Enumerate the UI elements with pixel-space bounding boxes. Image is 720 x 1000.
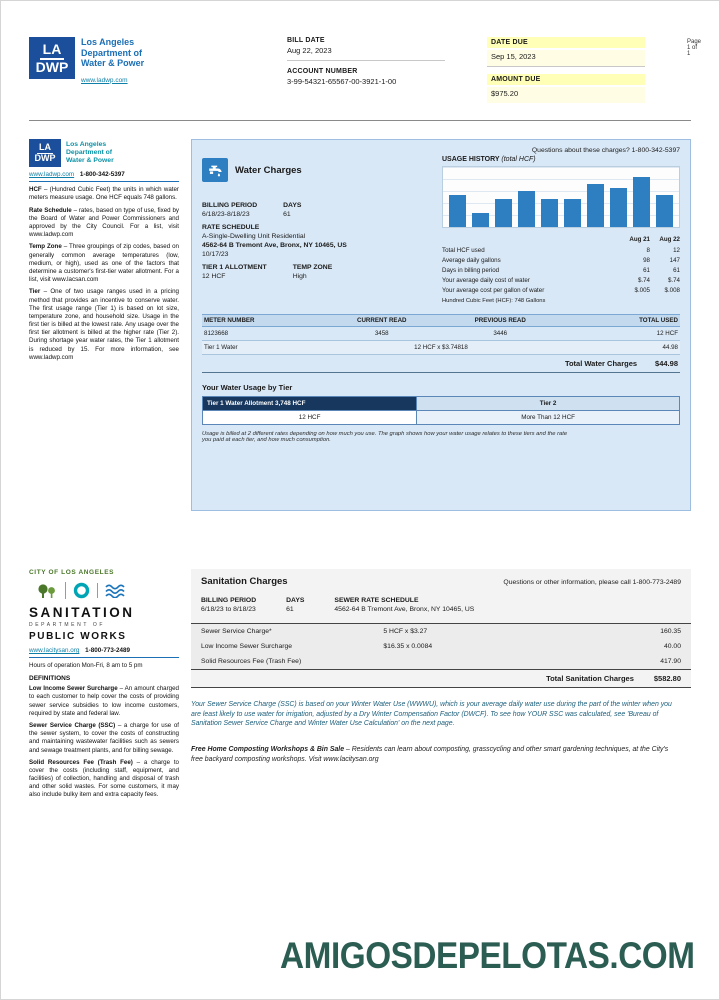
- definition-term: HCF: [29, 186, 42, 194]
- definition-text: – An amount charged to each customer to help cover the costs of providing sewer service subsidies to low income customers, required by state and federal law.: [29, 685, 179, 717]
- water-questions-line: Questions about these charges? 1-800-342-5397: [531, 147, 680, 154]
- sanitation-wordmark: SANITATION: [29, 604, 135, 620]
- total-water-charges-amount: $44.98: [655, 359, 678, 368]
- charge-name: Low Income Sewer Surcharge: [201, 643, 293, 650]
- charge-name: Tier 1 Water: [204, 344, 238, 351]
- previous-read-header: PREVIOUS READ: [474, 317, 526, 324]
- org-name-line: Los Angeles: [81, 37, 135, 47]
- stat-label: Your average cost per gallon of water: [442, 286, 545, 294]
- definition-text: – Three groupings of zip codes, based on generally common average temperatures (low, medium, or high), used as one of the factors that determine a customer's first-tier water allotment. For a list, visit www.lacsan.com: [29, 243, 179, 284]
- charge-name: Solid Resources Fee (Trash Fee): [201, 658, 302, 665]
- usage-bar: [541, 199, 558, 228]
- stat-value: $.008: [664, 286, 680, 294]
- meter-table-header: [202, 314, 680, 327]
- water-sidebar: [29, 139, 179, 511]
- public-works-label: PUBLIC WORKS: [29, 630, 127, 642]
- org-name-line: Water & Power: [66, 156, 114, 164]
- temp-zone-label: TEMP ZONE: [292, 264, 333, 271]
- sanitation-panel-header: [191, 569, 691, 623]
- definition-term: Temp Zone: [29, 243, 62, 251]
- definition-term: Solid Resources Fee (Trash Fee): [29, 758, 133, 766]
- bill-header: [1, 1, 719, 110]
- stat-row: [442, 275, 680, 285]
- org-name-line: Water & Power: [81, 58, 145, 69]
- amount-due-value: $975.20: [487, 87, 645, 103]
- billing-period-block: [202, 196, 257, 218]
- stat-value: $.005: [634, 286, 650, 294]
- sanitation-phone: 1-800-773-2489: [85, 647, 130, 655]
- tier-value-row: [203, 410, 679, 424]
- tier1-water-charge-row: [202, 341, 680, 355]
- definition-hcf: [29, 186, 179, 202]
- sewer-service-address: 4562-64 B Tremont Ave, Bronx, NY 10465, US: [334, 606, 475, 613]
- total-water-charges-row: [202, 355, 680, 373]
- stat-value: $.74: [667, 276, 680, 284]
- definition-low-income-surcharge: [29, 685, 179, 718]
- stat-value: 61: [673, 266, 680, 274]
- account-number-value: 3-99-54321-65567-00-3921-1-00: [287, 77, 397, 86]
- department-of-label: DEPARTMENT OF: [29, 622, 106, 629]
- days-block: [283, 196, 301, 218]
- definition-temp-zone: [29, 243, 179, 284]
- sanitation-questions-line: Questions or other information, please call 1-800-773-2489: [503, 579, 681, 586]
- hcf-footnote: Hundred Cubic Feet (HCF): 748 Gallons: [442, 298, 546, 304]
- usage-bar: [472, 213, 489, 227]
- usage-bar: [564, 199, 581, 228]
- tier-usage-title: Your Water Usage by Tier: [202, 383, 293, 392]
- charge-calculation: 12 HCF x $3.74818: [414, 344, 468, 351]
- current-read-header: CURRENT READ: [357, 317, 407, 324]
- water-phone: 1-800-342-5397: [79, 171, 125, 178]
- composting-note-title: Free Home Composting Workshops & Bin Sale: [191, 745, 345, 753]
- total-water-charges-label: Total Water Charges: [564, 359, 638, 368]
- definition-text: – (Hundred Cubic Feet) the units in which water meters measure usage. One HCF equals 748 gallons.: [29, 186, 179, 202]
- charge-name: Sewer Service Charge*: [201, 628, 272, 635]
- usage-bar: [610, 188, 627, 227]
- temp-zone-block: [293, 258, 333, 280]
- stat-row: [442, 285, 680, 295]
- sanitation-charge-row: [191, 624, 691, 639]
- days-value: 61: [283, 211, 291, 218]
- sanitation-charges-panel: [191, 569, 691, 804]
- usage-bar: [495, 199, 512, 228]
- usage-history-chart: [442, 166, 680, 228]
- ladwp-logo-icon: [29, 139, 61, 167]
- definitions-title: DEFINITIONS: [29, 674, 71, 682]
- header-divider: [29, 120, 691, 121]
- sewer-rate-schedule-label: SEWER RATE SCHEDULE: [334, 597, 419, 604]
- usage-history-subtitle: (total HCF): [501, 156, 536, 163]
- usage-stats-table: [442, 236, 680, 304]
- definition-text: – One of two usage ranges used in a pricing method that provides an incentive to conserve water. The first usage range (Tier 1) is based on lot size, temperature zone, and household size. Usage in the first tier is billed at the lowest rate. Any usage over the first tier allotment is billed at the higher rate (Tier 2). During shortage year water rates, the Tier 1 allotment is reduced by 15. For more information, see www.ladwp.com: [29, 288, 179, 361]
- sanitation-section: [1, 569, 719, 804]
- definition-term: Tier: [29, 288, 41, 296]
- tier-usage-note: Usage is billed at 2 different rates depending on how much you use. The graph shows how your water usage relates to these tiers and the rate you paid at each tier, and how much consumption.: [202, 431, 568, 443]
- sanitation-contact-line: [29, 647, 179, 658]
- tier1-header-cell: Tier 1 Water Allotment 3,748 HCF: [203, 397, 417, 410]
- logo-text-la: LA: [40, 42, 65, 60]
- water-charges-title: Water Charges: [235, 164, 302, 176]
- charge-amount: 160.35: [660, 628, 681, 635]
- org-name-line: Department of: [66, 149, 113, 157]
- days-value: 61: [286, 606, 294, 613]
- stat-row: [442, 245, 680, 255]
- composting-note: [191, 745, 681, 764]
- definition-text: – a charge for use of the sewer system, to cover the costs of constructing and maintaining wastewater facilities such as sewers and sewage treatment plants, and for billing sewage.: [29, 721, 179, 754]
- bill-date-label: BILL DATE: [287, 37, 325, 44]
- definition-text: – a charge to cover the costs (including staff, equipment, and facilities) of collection, handling and disposal of trash and other solid wastes. For some customers, it may also include bulky item and extra capacity fees.: [29, 758, 179, 799]
- stat-row: [442, 255, 680, 265]
- billing-period-value: 6/18/23 to 8/18/23: [201, 606, 256, 613]
- waves-icon: [97, 583, 134, 598]
- definition-term: Sewer Service Charge (SSC): [29, 721, 116, 729]
- stat-label: Your average daily cost of water: [442, 276, 530, 284]
- tier2-value-cell: More Than 12 HCF: [417, 410, 679, 424]
- hours-of-operation: Hours of operation Mon-Fri, 8 am to 5 pm: [29, 662, 143, 670]
- stat-value: 12: [673, 246, 680, 254]
- stat-value: $.74: [637, 276, 650, 284]
- charge-amount: 40.00: [663, 643, 681, 650]
- definition-sewer-service-charge: [29, 722, 179, 755]
- bill-meta: [225, 37, 701, 110]
- tier1-allotment-block: [202, 258, 267, 280]
- billing-period-label: BILLING PERIOD: [202, 202, 258, 209]
- stats-col1-header: Aug 21: [629, 236, 650, 243]
- charge-calculation: [383, 658, 517, 665]
- tier1-value-cell: 12 HCF: [203, 410, 417, 424]
- org-name-block: [81, 37, 144, 87]
- sanitation-charge-row: [191, 654, 691, 669]
- definition-term: Rate Schedule: [29, 206, 72, 214]
- water-faucet-icon: [202, 158, 228, 182]
- ladwp-website-link[interactable]: www.ladwp.com: [81, 76, 128, 84]
- ssc-explanation-note: Your Sewer Service Charge (SSC) is based on your Winter Water Use (WWWU), which is your average daily water use during the part of the winter when you are least likely to use water for irrigation, adjusted by a Dry Winter Compensation Factor (DWCF). To see how YOUR SSC was calculated, see 'Bureau of Sanitation Sewer Service Charge and Winter Water Use Calculation' on the next page.: [191, 701, 672, 728]
- usage-bar: [518, 191, 535, 227]
- stat-value: 8: [646, 246, 650, 254]
- tier1-allotment-value: 12 HCF: [202, 273, 226, 280]
- total-used-header: TOTAL USED: [639, 317, 678, 324]
- billing-period-block: [201, 597, 256, 613]
- logo-text-dwp: DWP: [35, 58, 69, 75]
- stat-label: Average daily gallons: [442, 256, 501, 264]
- trees-icon: [29, 583, 65, 599]
- org-name-line: Department of: [81, 47, 143, 58]
- logo-text-la: LA: [37, 143, 53, 154]
- sanitation-charges-title: Sanitation Charges: [201, 576, 288, 587]
- stat-value: 98: [643, 256, 650, 264]
- definition-tier: [29, 288, 179, 362]
- days-label: DAYS: [283, 202, 302, 209]
- usage-bar: [656, 195, 673, 227]
- total-sanitation-charges-row: [191, 669, 691, 688]
- water-details-column: [202, 156, 428, 304]
- total-sanitation-charges-label: Total Sanitation Charges: [546, 674, 634, 683]
- definition-solid-resources-fee: [29, 759, 179, 800]
- meter-table-row: [202, 327, 680, 341]
- meter-read-table: [202, 314, 680, 373]
- usage-bar: [587, 184, 604, 227]
- bill-date-value: Aug 22, 2023: [287, 46, 445, 61]
- water-section: [1, 139, 719, 511]
- previous-read-value: 3446: [493, 330, 508, 337]
- days-label: DAYS: [286, 597, 305, 604]
- ladwp-brand: [29, 37, 225, 87]
- sanitation-logo-icons: [29, 580, 179, 602]
- composting-note-text: – Residents can learn about composting, grasscycling and other smart gardening techniques, at the City's free backyard composting workshops. Visit www.lacitysan.org: [191, 745, 669, 763]
- tier2-header-cell: Tier 2: [417, 397, 679, 410]
- ladwp-logo-icon: [29, 37, 75, 79]
- bill-meta-left: [287, 37, 445, 110]
- sanitation-charge-row: [191, 639, 691, 654]
- definition-text: – rates, based on type of use, fixed by the Board of Water and Power Commissioners and approved by the City Council. For a list, visit www.ladwp.com: [29, 206, 179, 239]
- stat-value: 147: [669, 256, 680, 264]
- charge-amount: 417.90: [660, 658, 681, 665]
- usage-bar: [449, 195, 466, 227]
- sanitation-sidebar: [29, 569, 179, 804]
- temp-zone-value: High: [292, 273, 307, 280]
- stat-label: Total HCF used: [442, 246, 485, 254]
- water-drop-circle-icon: [65, 582, 97, 599]
- logo-text-dwp: DWP: [34, 153, 56, 163]
- current-read-value: 3458: [374, 330, 389, 337]
- water-charges-panel: [191, 139, 691, 511]
- usage-stats-header: [442, 236, 680, 243]
- usage-history-title: [442, 156, 680, 163]
- date-due-label: DATE DUE: [487, 37, 645, 48]
- usage-history-bars: [449, 170, 673, 227]
- sanitation-charges-table: [191, 623, 691, 669]
- definition-term: Low Income Sewer Surcharge: [29, 685, 118, 693]
- charge-amount: 44.98: [662, 344, 678, 351]
- usage-history-column: [442, 156, 680, 304]
- service-address: 4562-64 B Tremont Ave, Bronx, NY 10465, US: [202, 242, 347, 249]
- sewer-rate-schedule-block: [334, 597, 474, 613]
- stat-row: [442, 265, 680, 275]
- charge-calculation: 5 HCF x $3.27: [383, 628, 428, 635]
- billing-period-label: BILLING PERIOD: [201, 597, 257, 604]
- days-block: [286, 597, 304, 613]
- stat-label: Days in billing period: [442, 266, 500, 274]
- watermark-text: AMIGOSDEPELOTAS.COM: [280, 935, 695, 976]
- stats-col2-header: Aug 22: [659, 236, 680, 243]
- faucet-glyph: [206, 162, 224, 178]
- usage-history-title-text: USAGE HISTORY: [442, 156, 500, 163]
- definition-rate-schedule: [29, 207, 179, 240]
- lacitysan-website-link[interactable]: www.lacitysan.org: [29, 647, 80, 655]
- tier-usage-table: [202, 396, 680, 425]
- charge-calculation: $16.35 x 0.0084: [383, 643, 433, 650]
- stat-value: 61: [643, 266, 650, 274]
- total-sanitation-charges-amount: $582.80: [653, 674, 681, 683]
- rate-schedule-label: RATE SCHEDULE: [202, 224, 260, 231]
- page-number: Page 1 of 1: [687, 39, 702, 57]
- sanitation-logo: [29, 569, 179, 643]
- meter-number-value: 8123668: [204, 330, 229, 337]
- ladwp-website-link[interactable]: www.ladwp.com: [29, 171, 75, 178]
- org-name-line: Los Angeles: [66, 141, 107, 149]
- city-of-los-angeles-label: CITY OF LOS ANGELES: [29, 569, 115, 576]
- date-due-value: Sep 15, 2023: [487, 50, 645, 67]
- org-name-block: [66, 141, 114, 164]
- bill-meta-right: [487, 37, 645, 110]
- tier-header-row: [203, 397, 679, 410]
- account-number-label: ACCOUNT NUMBER: [287, 68, 358, 75]
- amount-due-label: AMOUNT DUE: [487, 74, 645, 85]
- meter-number-header: METER NUMBER: [204, 317, 255, 324]
- ladwp-sidebar-brand: [29, 139, 179, 167]
- total-used-value: 12 HCF: [656, 330, 678, 337]
- next-read-date: 10/17/23: [202, 251, 229, 258]
- usage-bar: [633, 177, 650, 227]
- tier1-allotment-label: TIER 1 ALLOTMENT: [202, 264, 267, 271]
- rate-schedule-value: A-Single-Dwelling Unit Residential: [202, 233, 306, 240]
- water-contact-line: [29, 171, 179, 182]
- billing-period-value: 6/18/23-8/18/23: [202, 211, 250, 218]
